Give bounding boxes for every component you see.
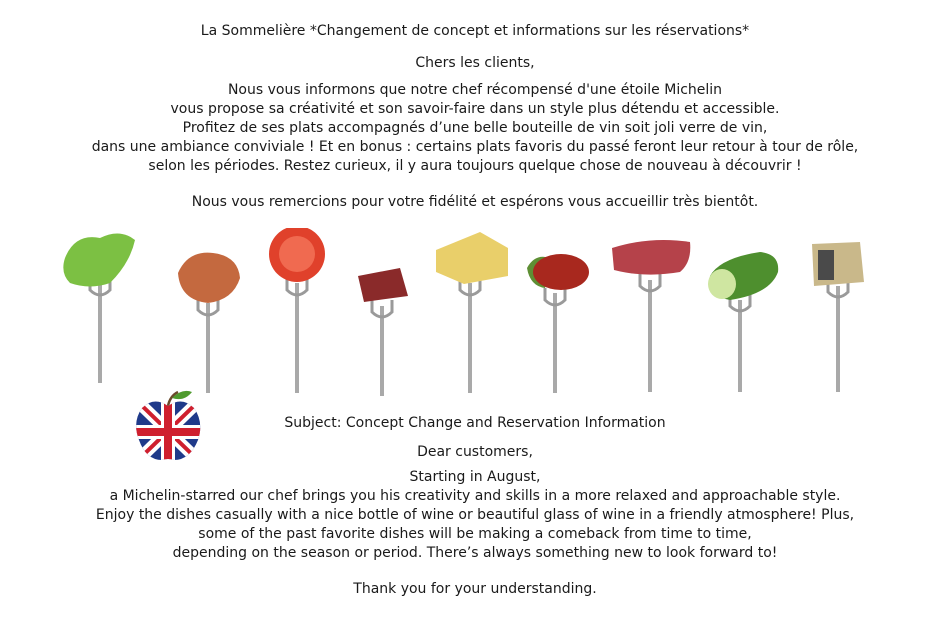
dried-tomato-icon	[533, 254, 589, 290]
salmon-fork	[178, 253, 240, 393]
english-greeting: Dear customers,	[417, 444, 533, 460]
french-greeting: Chers les clients,	[415, 55, 535, 71]
english-thanks: Thank you for your understanding.	[353, 581, 597, 597]
french-body	[0, 81, 950, 176]
english-body-line: a Michelin-starred our chef brings you his creativity and skills in a more relaxed and approachable style.	[109, 488, 841, 504]
salmon-icon	[178, 253, 240, 303]
cucumber-fork	[708, 252, 778, 392]
french-body-line: dans une ambiance conviviale ! Et en bonus : certains plats favoris du passé feront leur retour à tour de rôle,	[91, 139, 859, 155]
ham-fork	[612, 240, 690, 392]
tuna-fork	[358, 268, 408, 396]
food-forks-illustration	[60, 228, 900, 398]
dried-tomato-fork	[527, 254, 589, 393]
lettuce-fork	[63, 233, 135, 383]
english-body-line: Enjoy the dishes casually with a nice bottle of wine or beautiful glass of wine in a friendly atmosphere! Plus,	[95, 507, 855, 523]
tomato-fork	[269, 228, 325, 393]
english-body-line: depending on the season or period. There’s always something new to look forward to!	[172, 545, 778, 561]
french-subject: La Sommelière *Changement de concept et informations sur les réservations*	[200, 23, 750, 39]
ham-icon	[612, 240, 690, 275]
english-body	[0, 468, 950, 563]
cheese-icon	[436, 232, 508, 284]
french-body-line: Nous vous informons que notre chef récompensé d'une étoile Michelin	[227, 82, 723, 98]
cheese-fork	[436, 232, 508, 393]
french-body-line: vous propose sa créativité et son savoir-faire dans un style plus détendu et accessible.	[170, 101, 780, 117]
english-body-line: some of the past favorite dishes will be making a comeback from time to time,	[198, 526, 752, 542]
french-body-line: selon les périodes. Restez curieux, il y aura toujours quelque chose de nouveau à découvrir !	[148, 158, 802, 174]
french-thanks: Nous vous remercions pour votre fidélité et espérons vous accueillir très bientôt.	[191, 194, 759, 210]
french-body-line: Profitez de ses plats accompagnés d’une belle bouteille de vin soit joli verre de vin,	[182, 120, 768, 136]
tuna-icon	[358, 268, 408, 302]
english-subject: Subject: Concept Change and Reservation Information	[284, 415, 666, 431]
english-body-line: Starting in August,	[409, 469, 541, 485]
fish-fork	[812, 242, 864, 392]
lettuce-icon	[63, 233, 135, 286]
